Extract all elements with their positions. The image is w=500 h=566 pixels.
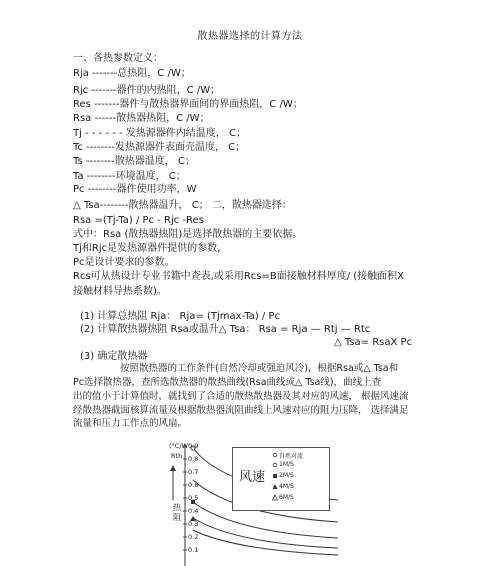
text-line: Ta --------环境温度， C； bbox=[73, 171, 186, 182]
legend-item: 自然对流 bbox=[279, 453, 304, 460]
formula-line: △ Tsa= RsaX Pc bbox=[334, 337, 413, 348]
formula-line: Rsa =(Tj-Ta) / Pc - Rjc -Res bbox=[73, 215, 204, 226]
text-line: Pc是设计要求的参数。 bbox=[73, 257, 175, 268]
text-line: 经散热器截面核算流量及根据散热器流阻曲线上风速对应的阻力压降， 选择满足 bbox=[73, 405, 409, 416]
text-line: 式中：Rsa (散热器热阻)是选择散热器的主要依据。 bbox=[73, 229, 303, 240]
text-line: Ts --------散热器温度， C； bbox=[73, 156, 195, 167]
chart-legend bbox=[232, 447, 330, 511]
text-line: △ Tsa--------散热器温升， C； 二，散热器选择： bbox=[73, 200, 292, 211]
text-line: Rcs可从热设计专业书籍中查表,或采用Rcs=B面接触材料厚度/ (接触面积X bbox=[73, 271, 405, 282]
text-line: 出的值小于计算值时，就找到了合适的散热散热器及其对应的风速， 根据风速流 bbox=[73, 391, 409, 402]
text-line: Pc选择散热器，查所选散热器的散热曲线(Rsa曲线或△ Tsa线)，曲线上查 bbox=[73, 377, 382, 388]
text-line: 流量和压力工作点的风扇。 bbox=[73, 418, 188, 429]
y-tick: 0.4 bbox=[188, 507, 199, 515]
y-tick: 0.9 bbox=[188, 442, 199, 450]
y-tick: 0.8 bbox=[188, 455, 199, 463]
text-line: 按照散热器的工作条件(自然冷却或强迫风冷)，根据Rsa或△ Tsa和 bbox=[120, 363, 399, 374]
y-tick: 0.5 bbox=[188, 494, 199, 502]
text-line: Res -------器件与散热器界面间的界面热阻，C /W； bbox=[73, 99, 303, 110]
legend-title: 风速 bbox=[239, 470, 266, 485]
text-line: Tj - - - - - - 发热源器件内结温度， C； bbox=[73, 128, 246, 139]
y-tick: 0.1 bbox=[188, 546, 199, 554]
legend-item: 1M/S bbox=[279, 461, 294, 468]
y-axis-label-2: 阻 bbox=[173, 513, 181, 522]
legend-markers bbox=[233, 448, 329, 510]
text-line: Tc --------发热源器件表面壳温度， C； bbox=[73, 142, 246, 153]
text-line: 接触材料导热系数)。 bbox=[73, 286, 167, 297]
y-axis-symbol: Rth bbox=[171, 452, 183, 460]
y-tick: 0.3 bbox=[188, 520, 199, 528]
text-line: Rsa ------散热器热阻，C /W； bbox=[73, 113, 210, 124]
text-line: Rja -------总热阻，C /W； bbox=[73, 68, 191, 79]
section-heading-definitions: 一、各热参数定义： bbox=[73, 53, 163, 64]
text-line: Tj和Rjc是发热源器件提供的参数， bbox=[73, 243, 228, 254]
step-line: (2) 计算散热器热阻 Rsa或温升△ Tsa： Rsa = Rja — Rtj — Rtc bbox=[80, 324, 371, 335]
text-line: Pc --------器件使用功率，W bbox=[73, 184, 197, 195]
y-tick: 0.7 bbox=[188, 468, 199, 476]
legend-item: 6M/S bbox=[279, 494, 294, 501]
y-axis-label-1: 热 bbox=[173, 503, 181, 512]
step-line: (1) 计算总热阻 Rja： Rja= (Tjmax-Ta) / Pc bbox=[80, 311, 280, 322]
page-title: 散热器选择的计算方法 bbox=[197, 31, 303, 42]
legend-item: 4M/S bbox=[279, 483, 294, 490]
text-line: Rjc -------器件的内热阻，C /W； bbox=[73, 85, 221, 96]
y-axis-unit: (°C/W bbox=[169, 442, 188, 450]
y-tick: 0.2 bbox=[188, 533, 199, 541]
y-tick: 0.6 bbox=[188, 481, 199, 489]
step-line: (3) 确定散热器 bbox=[80, 351, 148, 362]
legend-item: 2M/S bbox=[279, 472, 294, 479]
